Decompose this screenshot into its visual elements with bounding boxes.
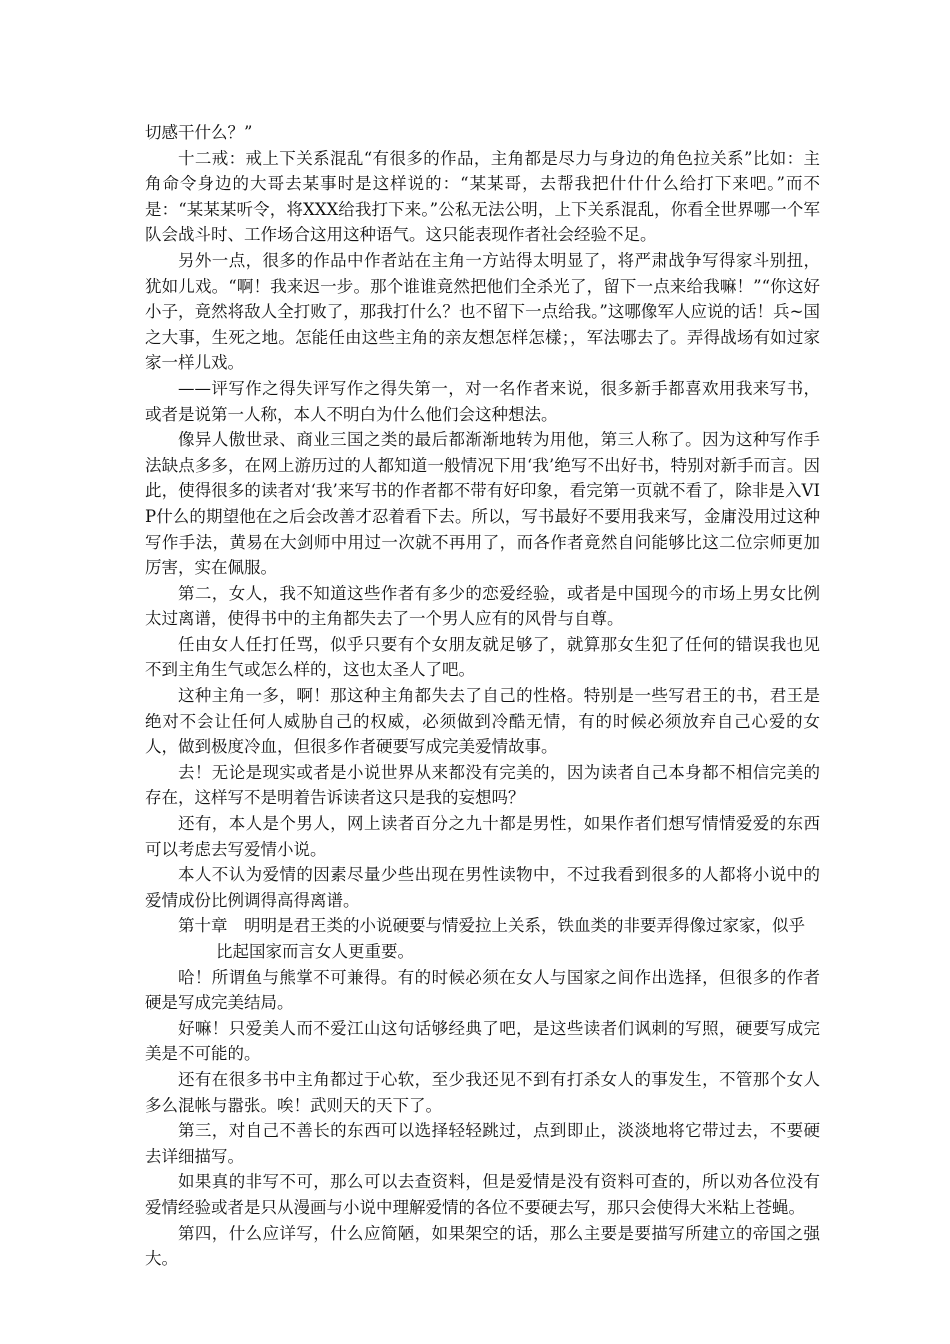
paragraph: 去！无论是现实或者是小说世界从来都没有完美的，因为读者自己本身都不相信完美的存在，这样写不是明着告诉读者这只是我的妄想吗？	[145, 762, 820, 808]
paragraph: 还有，本人是个男人，网上读者百分之九十都是男性，如果作者们想写情情爱爱的东西可以考虑去写爱情小说。	[145, 814, 820, 859]
chapter-heading	[145, 913, 820, 964]
document-body	[145, 120, 820, 1272]
paragraph: 本人不认为爱情的因素尽量少些出现在男性读物中，不过我看到很多的人都将小说中的爱情成份比例调得高得离谱。	[145, 865, 820, 910]
paragraph: 第三，对自己不善长的东西可以选择轻轻跳过，点到即止，淡淡地将它带过去，不要硬去详细描写。	[145, 1121, 820, 1166]
paragraph: 第四，什么应详写，什么应简陋，如果架空的话，那么主要是要描写所建立的帝国之强大。	[145, 1223, 820, 1269]
paragraph: ——评写作之得失评写作之得失第一，对一名作者来说，很多新手都喜欢用我来写书，或者是说第一人称，本人不明白为什么他们会这种想法。	[145, 378, 820, 424]
chapter-heading-line1: 第十章 明明是君王类的小说硬要与情爱拉上关系，铁血类的非要弄得像过家家，似乎	[178, 916, 805, 936]
paragraph: 任由女人任打任骂，似乎只要有个女朋友就足够了，就算那女生犯了任何的错误我也见不到主角生气或怎么样的，这也太圣人了吧。	[145, 634, 820, 680]
paragraph: 好嘛！只爱美人而不爱江山这句话够经典了吧，是这些读者们讽刺的写照，硬要写成完美是不可能的。	[145, 1018, 820, 1064]
paragraph: 另外一点，很多的作品中作者站在主角一方站得太明显了，将严肃战争写得家斗别扭，犹如儿戏。“啊！我来迟一步。那个谁谁竟然把他们全杀光了，留下一点来给我嘛！”“你这好小子，竟然将敌人全打败了，那我打什么？也不留下一点给我。”这哪像军人应说的话！兵~国之大事，生死之地。怎能任由这些主角的亲友想怎样怎樣；，军法哪去了。弄得战场有如过家家一样儿戏。	[145, 250, 820, 373]
chapter-heading-line2: 比起国家而言女人更重要。	[215, 942, 414, 961]
paragraph: 哈！所谓鱼与熊掌不可兼得。有的时候必须在女人与国家之间作出选择，但很多的作者硬是写成完美结局。	[145, 967, 820, 1013]
paragraph: 还有在很多书中主角都过于心软，至少我还见不到有打杀女人的事发生，不管那个女人多么混帐与嚣张。唉！武则天的天下了。	[145, 1069, 820, 1115]
paragraph: 十二戒：戒上下关系混乱“有很多的作品，主角都是尽力与身边的角色拉关系”比如：主角命令身边的大哥去某事时是这样说的：“某某哥，去帮我把什什什么给打下来吧。”而不是：“某某某听令，将XXX给我打下来。”公私无法公明，上下关系混乱，你看全世界哪一个军队会战斗时、工作场合这用这种语气。这只能表现作者社会经验不足。	[145, 148, 820, 245]
paragraph: 第二，女人，我不知道这些作者有多少的恋爱经验，或者是中国现今的市场上男女比例太过离谱，使得书中的主角都失去了一个男人应有的风骨与自尊。	[145, 583, 820, 629]
paragraph: 切感干什么？”	[145, 123, 253, 142]
paragraph: 如果真的非写不可，那么可以去查资料，但是爱情是没有资料可查的，所以劝各位没有爱情经验或者是只从漫画与小说中理解爱情的各位不要硬去写，那只会使得大米粘上苍蝇。	[145, 1172, 820, 1217]
paragraph: 这种主角一多，啊！那这种主角都失去了自己的性格。特别是一些写君王的书，君王是绝对不会让任何人威胁自己的权威，必须做到冷酷无情，有的时候必须放弃自己心爱的女人，做到极度冷血，但很多作者硬要写成完美爱情故事。	[145, 686, 820, 757]
paragraph: 像异人傲世录、商业三国之类的最后都渐渐地转为用他，第三人称了。因为这种写作手法缺点多多，在网上游历过的人都知道一般情况下用‘我’绝写不出好书，特别对新手而言。因此，使得很多的读者对‘我’来写书的作者都不带有好印象，看完第一页就不看了，除非是入VIP什么的期望他在之后会改善才忍着看下去。所以，写书最好不要用我来写，金庸没用过这种写作手法，黄易在大剑师中用过一次就不再用了，而各作者竟然自问能够比这二位宗师更加厉害，实在佩服。	[145, 430, 820, 578]
